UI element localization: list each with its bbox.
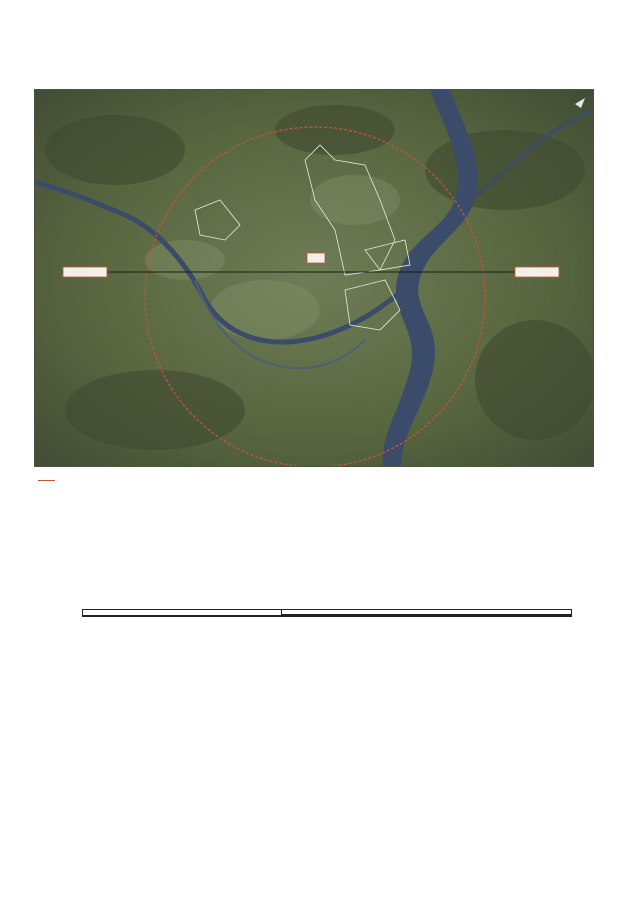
sector-label — [83, 616, 572, 617]
label-right-box — [515, 267, 559, 277]
legend-item-boundary — [38, 476, 57, 485]
map-image — [34, 89, 594, 467]
airport-label-box — [307, 253, 325, 263]
map-legend — [38, 464, 593, 498]
coordinates-table — [82, 609, 572, 617]
sector-row — [83, 616, 572, 617]
boundary-line-icon — [38, 480, 55, 481]
legend-item-points — [38, 487, 55, 496]
label-left-box — [63, 267, 107, 277]
